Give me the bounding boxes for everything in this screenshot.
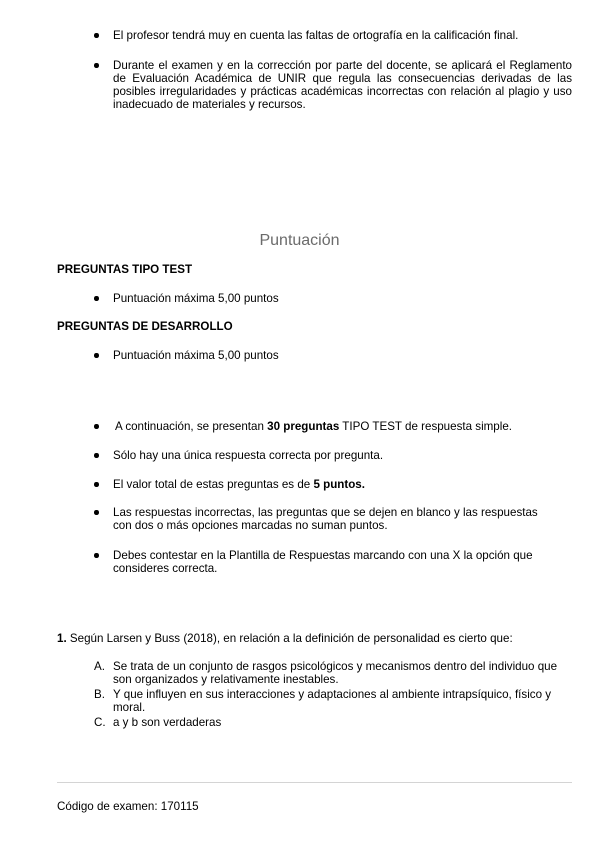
option-text: Se trata de un conjunto de rasgos psicológicos y mecanismos dentro del individuo que son organizados y relativamente inestables. [113, 660, 558, 686]
bullet-icon [94, 482, 99, 487]
bullet-icon [94, 424, 99, 429]
bullet-text: El profesor tendrá muy en cuenta las faltas de ortografía en la calificación final. [113, 29, 519, 42]
bullet-text: Puntuación máxima 5,00 puntos [113, 292, 279, 305]
bold-points: 5 puntos. [313, 478, 365, 491]
bullet-icon [94, 553, 99, 558]
question-number: 1. [57, 632, 67, 645]
bold-count: 30 preguntas [267, 420, 340, 433]
bullet-icon [94, 296, 99, 301]
option-letter: B. [94, 688, 105, 701]
bullet-text: Las respuestas incorrectas, las preguntas que se dejen en blanco y las respuestas con dos o más opciones marcadas no suman puntos. [113, 506, 538, 532]
bullet-icon [94, 33, 99, 38]
bullet-text: Durante el examen y en la corrección por parte del docente, se aplicará el Reglamento de Evaluación Académica de UNIR que regula las consecuencias derivadas de las posibles irregularidades y prácticas académicas incorrectas con relación al plagio y uso inadecuado de materiales y recursos. [113, 59, 572, 111]
bullet-text: A continuación, se presentan 30 preguntas TIPO TEST de respuesta simple. [115, 420, 512, 433]
bullet-icon [94, 453, 99, 458]
option-letter: C. [94, 716, 106, 729]
bullet-icon [94, 63, 99, 68]
bullet-text: Debes contestar en la Plantilla de Respuestas marcando con una X la opción que consideres correcta. [113, 549, 533, 575]
bullet-text: Puntuación máxima 5,00 puntos [113, 349, 279, 362]
option-text: Y que influyen en sus interacciones y adaptaciones al ambiente intrapsíquico, físico y moral. [113, 688, 552, 714]
option-letter: A. [94, 660, 105, 673]
section-heading: Puntuación [259, 232, 340, 249]
bullet-icon [94, 353, 99, 358]
bullet-text: Sólo hay una única respuesta correcta por pregunta. [113, 449, 384, 462]
bullet-text: El valor total de estas preguntas es de 5 puntos. [113, 478, 365, 491]
bullet-icon [94, 510, 99, 515]
footer-divider [57, 782, 572, 783]
development-section-title: PREGUNTAS DE DESARROLLO [57, 320, 233, 333]
option-text: a y b son verdaderas [113, 716, 222, 729]
test-section-title: PREGUNTAS TIPO TEST [57, 263, 193, 276]
question-text: 1. Según Larsen y Buss (2018), en relación a la definición de personalidad es cierto que: [57, 632, 513, 645]
exam-code: Código de examen: 170115 [57, 800, 199, 813]
